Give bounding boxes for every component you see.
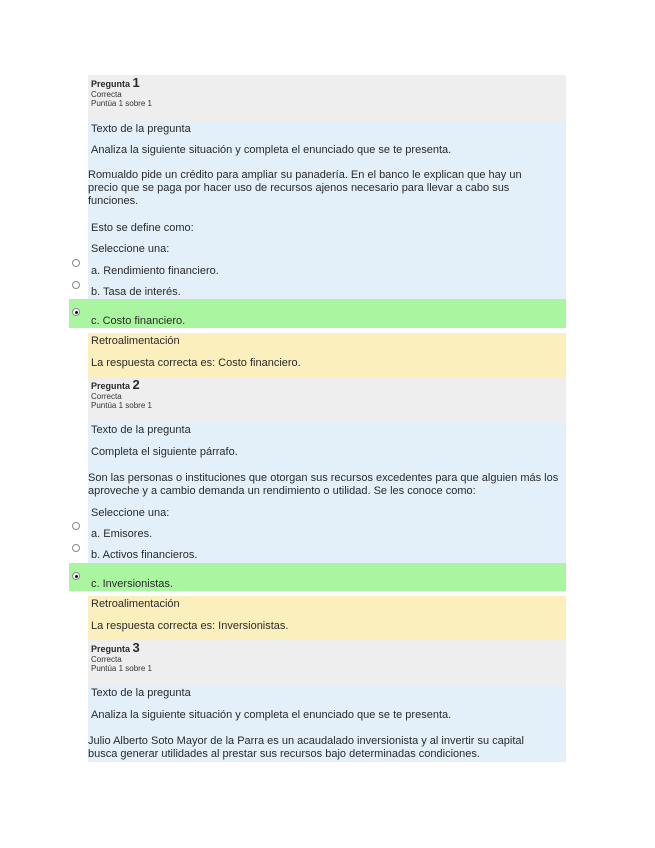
question-1-paragraph-2: Romualdo pide un crédito para ampliar su panadería. En el banco le explican que hay un precio que se paga por hacer uso de recursos ajenos necesario para llevar a cabo sus funciones. [88, 169, 522, 207]
question-1-feedback [88, 333, 566, 377]
question-2-select-prompt: Seleccione una: [91, 507, 170, 519]
question-3-content [88, 685, 566, 762]
question-2-title [91, 379, 566, 392]
question-2-option-c-radio[interactable] [72, 572, 80, 580]
question-2-option-a-label: a. Emisores. [91, 528, 153, 540]
question-1-content [88, 121, 566, 299]
question-1-option-b-label: b. Tasa de interés. [91, 286, 181, 298]
question-3-header [88, 640, 566, 685]
question-label: Pregunta [91, 644, 131, 654]
question-1-score: Puntúa 1 sobre 1 [91, 99, 152, 108]
question-2-option-a-radio[interactable] [72, 522, 80, 530]
question-3-title [91, 642, 566, 655]
question-label: Pregunta [91, 381, 131, 391]
question-2-content [88, 422, 566, 563]
question-1-paragraph-3: Esto se define como: [91, 222, 194, 234]
question-2-status: Correcta [91, 392, 122, 401]
question-1-title [91, 77, 566, 90]
question-2-option-c[interactable] [69, 563, 566, 591]
question-label: Pregunta [91, 79, 131, 89]
question-1-option-c[interactable] [69, 299, 566, 328]
question-1-header [88, 75, 566, 121]
question-2-feedback-heading: Retroalimentación [91, 598, 180, 610]
question-2-option-b-label: b. Activos financieros. [91, 549, 198, 561]
question-3-status: Correcta [91, 655, 122, 664]
question-3-paragraph-1: Analiza la siguiente situación y completa el enunciado que se te presenta. [91, 709, 452, 721]
question-2-feedback [88, 596, 566, 640]
question-2-paragraph-2: Son las personas o instituciones que otorgan sus recursos excedentes para que alguien más los aproveche y a cambio demanda un rendimiento o utilidad. Se les conoce como: [88, 472, 559, 497]
question-number: 2 [132, 377, 140, 392]
question-1-feedback-text: La respuesta correcta es: Costo financiero. [91, 357, 301, 369]
question-number: 1 [132, 75, 140, 90]
question-1-option-c-radio[interactable] [72, 308, 80, 316]
question-3-score: Puntúa 1 sobre 1 [91, 664, 152, 673]
question-2-paragraph-1: Completa el siguiente párrafo. [91, 446, 238, 458]
question-2-score: Puntúa 1 sobre 1 [91, 401, 152, 410]
question-number: 3 [132, 640, 140, 655]
question-1-select-prompt: Seleccione una: [91, 243, 170, 255]
question-2-option-b-radio[interactable] [72, 544, 80, 552]
question-1-option-b-radio[interactable] [72, 281, 80, 289]
question-1-text-heading: Texto de la pregunta [91, 123, 191, 135]
question-1-option-a-label: a. Rendimiento financiero. [91, 265, 219, 277]
question-2-feedback-text: La respuesta correcta es: Inversionistas. [91, 620, 289, 632]
question-1-paragraph-1: Analiza la siguiente situación y completa el enunciado que se te presenta. [91, 144, 452, 156]
question-3-paragraph-2: Julio Alberto Soto Mayor de la Parra es un acaudalado inversionista y al invertir su capital busca generar utilidades al prestar sus recursos bajo determinadas condiciones. [88, 735, 524, 760]
question-3-text-heading: Texto de la pregunta [91, 687, 191, 699]
question-1-feedback-heading: Retroalimentación [91, 335, 180, 347]
question-2-header [88, 377, 566, 422]
question-1-option-a-radio[interactable] [72, 259, 80, 267]
question-1-status: Correcta [91, 90, 122, 99]
question-2-text-heading: Texto de la pregunta [91, 424, 191, 436]
question-1-option-c-label: c. Costo financiero. [91, 315, 186, 327]
question-2-option-c-label: c. Inversionistas. [91, 578, 173, 590]
